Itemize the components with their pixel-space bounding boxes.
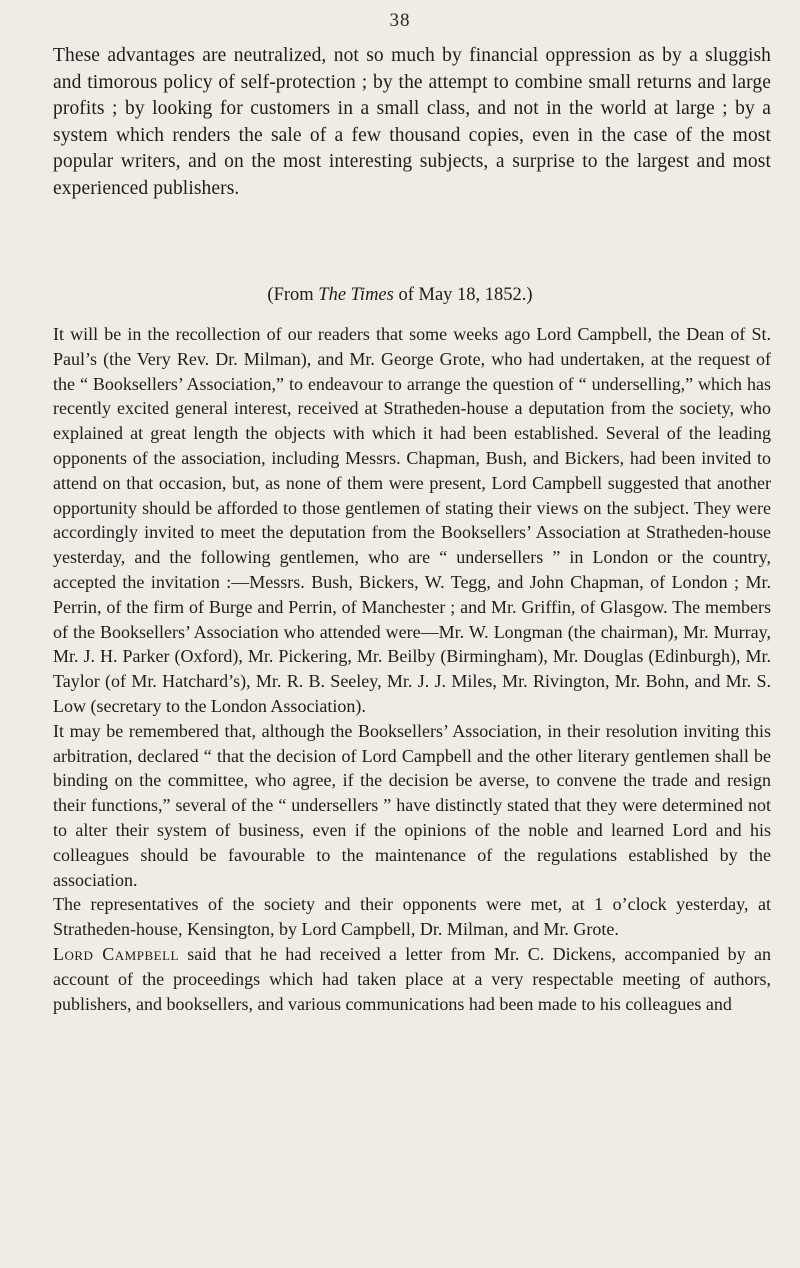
source-suffix: of May 18, 1852.)	[393, 285, 533, 305]
last-paragraph-text: said that he had received a letter from Mr. C. Dickens, accompanied by an account of the proceedings which had taken place at a very respectable meeting of authors, publishers, and booksellers, and various communications had been made to his colleagues and	[53, 943, 771, 1014]
source-publication: The Times	[318, 285, 394, 305]
last-paragraph	[53, 942, 771, 1016]
page-number: 38	[389, 10, 411, 31]
opening-paragraph: These advantages are neutralized, not so much by financial oppression as by a sluggish and timorous policy of self-protection ; by the attempt to combine small returns and large profits ; by looking for customers in a small class, and not in the world at large ; by a system which renders the sale of a few thousand copies, even in the case of the most popular writers, and on the most interesting subjects, a surprise to the largest and most experienced publishers.	[53, 45, 771, 199]
source-attribution	[0, 285, 800, 306]
opening-section	[53, 43, 771, 202]
source-prefix: (From	[267, 285, 319, 305]
report-body	[53, 322, 771, 1016]
report-paragraph: It will be in the recollection of our readers that some weeks ago Lord Campbell, the Dean of St. Paul’s (the Very Rev. Dr. Milman), and Mr. George Grote, who had undertaken, at the request of the “ Booksellers’ Association,” to endeavour to arrange the question of “ underselling,” which has recently excited general interest, received at Stratheden-house a deputation from the society, who explained at great length the objects with which it had been established. Several of the leading opponents of the association, including Messrs. Chapman, Bush, and Bickers, had been invited to attend on that occasion, but, as none of them were present, Lord Campbell suggested that another opportunity should be afforded to those gentlemen of stating their views on the subject. They were accordingly invited to meet the deputation from the Booksellers’ Association at Stratheden-house yesterday, and the following gentlemen, who are “ undersellers ” in London or the country, accepted the invitation :—Messrs. Bush, Bickers, W. Tegg, and John Chapman, of London ; Mr. Perrin, of the firm of Burge and Perrin, of Manchester ; and Mr. Griffin, of Glasgow. The members of the Booksellers’ Association who attended were—Mr. W. Longman (the chairman), Mr. Murray, Mr. J. H. Parker (Oxford), Mr. Pickering, Mr. Beilby (Birmingham), Mr. Douglas (Edinburgh), Mr. Taylor (of Mr. Hatchard’s), Mr. R. B. Seeley, Mr. J. J. Miles, Mr. Rivington, Mr. Bohn, and Mr. S. Low (secretary to the London Association).	[53, 324, 771, 716]
report-paragraph: It may be remembered that, although the Booksellers’ Association, in their resolution inviting this arbitration, declared “ that the decision of Lord Campbell and the other literary gentlemen shall be binding on the committee, who agree, if the decision be averse, to convene the trade and resign their functions,” several of the “ undersellers ” have distinctly stated that they were determined not to alter their system of business, even if the opinions of the noble and learned Lord and his colleagues should be favourable to the maintenance of the regulations established by the association.	[53, 720, 771, 890]
report-paragraph: The representatives of the society and their opponents were met, at 1 o’clock yesterday, at Stratheden-house, Kensington, by Lord Campbell, Dr. Milman, and Mr. Grote.	[53, 894, 771, 940]
speaker-name: Lord Campbell	[53, 943, 179, 964]
